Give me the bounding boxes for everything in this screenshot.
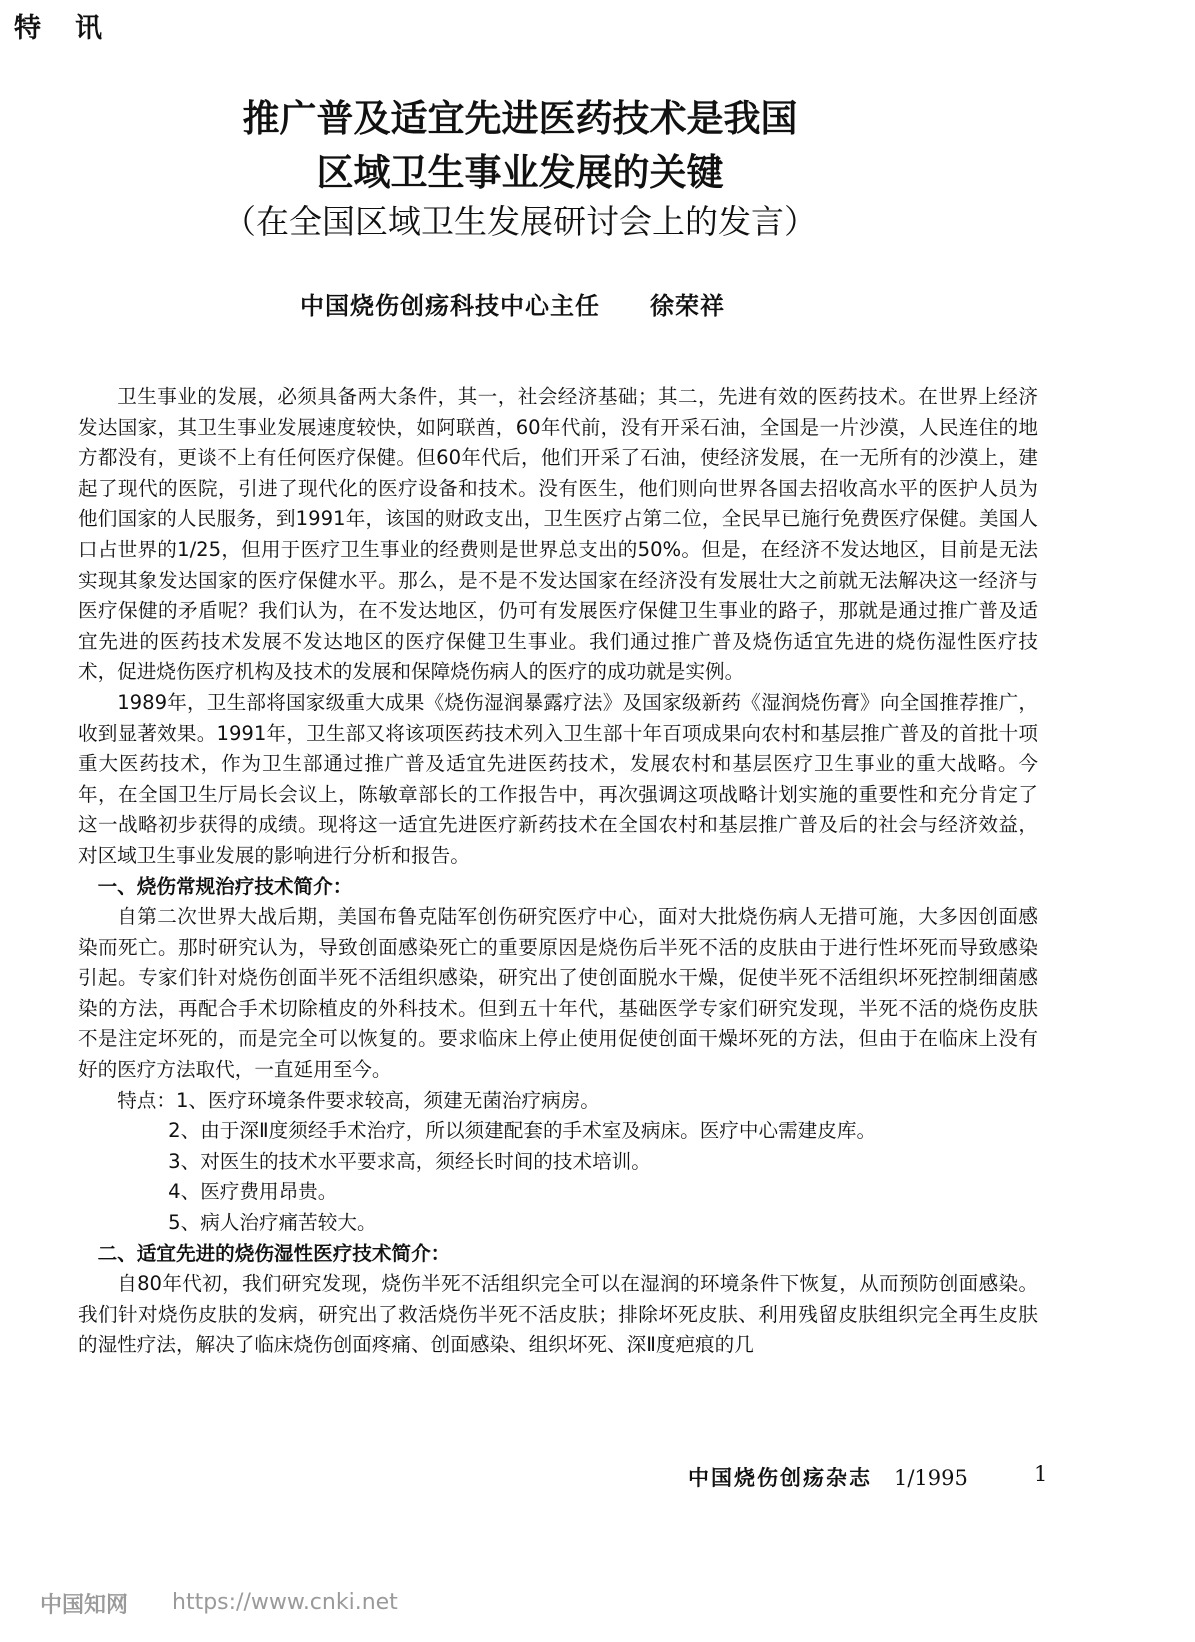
footer-journal: [688, 1462, 968, 1492]
watermark-url: https://www.cnki.net: [172, 1590, 398, 1615]
feature-item: 2、由于深Ⅱ度须经手术治疗，所以须建配套的手术室及病床。医疗中心需建皮库。: [168, 1119, 877, 1143]
article-title-line-1: 推广普及适宜先进医药技术是我国: [242, 97, 798, 140]
article-title-line-2: 区域卫生事业发展的关键: [316, 151, 724, 194]
journal-name: 中国烧伤创疡杂志: [688, 1465, 872, 1490]
author-affiliation: 中国烧伤创疡科技中心主任: [300, 291, 600, 320]
article-body: [78, 382, 1038, 1361]
article-subtitle: （在全国区域卫生发展研讨会上的发言）: [223, 202, 817, 241]
section-heading: 一、烧伤常规治疗技术简介：: [97, 874, 353, 898]
column-tag: 特讯: [14, 13, 136, 44]
body-paragraph: 卫生事业的发展，必须具备两大条件，其一，社会经济基础；其二，先进有效的医药技术。在世界上经济发达国家，其卫生事业发展速度较快，如阿联酋，60年代前，没有开采石油，全国是一片沙漠，人民连住的地方都没有，更谈不上有任何医疗保健。但60年代后，他们开采了石油，使经济发展，在一无所有的沙漠上，建起了现代的医院，引进了现代化的医疗设备和技术。没有医生，他们则向世界各国去招收高水平的医护人员为他们国家的人民服务，到1991年，该国的财政支出，卫生医疗占第二位，全民早已施行免费医疗保健。美国人口占世界的1/25，但用于医疗卫生事业的经费则是世界总支出的50%。但是，在经济不发达地区，目前是无法实现其象发达国家的医疗保健水平。那么，是不是不发达国家在经济没有发展壮大之前就无法解决这一经济与医疗保健的矛盾呢？我们认为，在不发达地区，仍可有发展医疗保健卫生事业的路子，那就是通过推广普及适宜先进的医药技术发展不发达地区的医疗保健卫生事业。我们通过推广普及烧伤适宜先进的烧伤湿性医疗技术，促进烧伤医疗机构及技术的发展和保障烧伤病人的医疗的成功就是实例。: [78, 385, 1038, 684]
journal-issue: 1/1995: [894, 1466, 968, 1490]
body-paragraph: 自80年代初，我们研究发现，烧伤半死不活组织完全可以在湿润的环境条件下恢复，从而预防创面感染。我们针对烧伤皮肤的发病，研究出了救活烧伤半死不活皮肤；排除坏死皮肤、利用残留皮肤组织完全再生皮肤的湿性疗法，解决了临床烧伤创面疼痛、创面感染、组织坏死、深Ⅱ度疤痕的几: [78, 1272, 1038, 1357]
body-paragraph: 1989年，卫生部将国家级重大成果《烧伤湿润暴露疗法》及国家级新药《湿润烧伤膏》向全国推荐推广，收到显著效果。1991年，卫生部又将该项医药技术列入卫生部十年百项成果向农村和基层推广普及的首批十项重大医药技术，作为卫生部通过推广普及适宜先进医药技术，发展农村和基层医疗卫生事业的重大战略。今年，在全国卫生厅局长会议上，陈敏章部长的工作报告中，再次强调这项战略计划实施的重要性和充分肯定了这一战略初步获得的成绩。现将这一适宜先进医疗新药技术在全国农村和基层推广普及后的社会与经济效益，对区域卫生事业发展的影响进行分析和报告。: [78, 690, 1038, 867]
page-number: 1: [1034, 1462, 1048, 1486]
feature-item: 4、医疗费用昂贵。: [168, 1180, 338, 1204]
features-intro: 特点：1、医疗环境条件要求较高，须建无菌治疗病房。: [117, 1088, 600, 1112]
author-name: 徐荣祥: [650, 291, 725, 320]
section-heading: 二、适宜先进的烧伤湿性医疗技术简介：: [97, 1241, 451, 1265]
author-byline: [300, 286, 725, 321]
body-paragraph: 自第二次世界大战后期，美国布鲁克陆军创伤研究医疗中心，面对大批烧伤病人无措可施，大多因创面感染而死亡。那时研究认为，导致创面感染死亡的重要原因是烧伤后半死不活的皮肤由于进行性坏死而导致感染引起。专家们针对烧伤创面半死不活组织感染，研究出了使创面脱水干燥，促使半死不活组织坏死控制细菌感染的方法，再配合手术切除植皮的外科技术。但到五十年代，基础医学专家们研究发现，半死不活的烧伤皮肤不是注定坏死的，而是完全可以恢复的。要求临床上停止使用促使创面干燥坏死的方法，但由于在临床上没有好的医疗方法取代，一直延用至今。: [78, 905, 1038, 1082]
feature-item: 5、病人治疗痛苦较大。: [168, 1211, 377, 1235]
watermark-site-name: 中国知网: [40, 1593, 129, 1618]
feature-item: 3、对医生的技术水平要求高，须经长时间的技术培训。: [168, 1149, 651, 1173]
